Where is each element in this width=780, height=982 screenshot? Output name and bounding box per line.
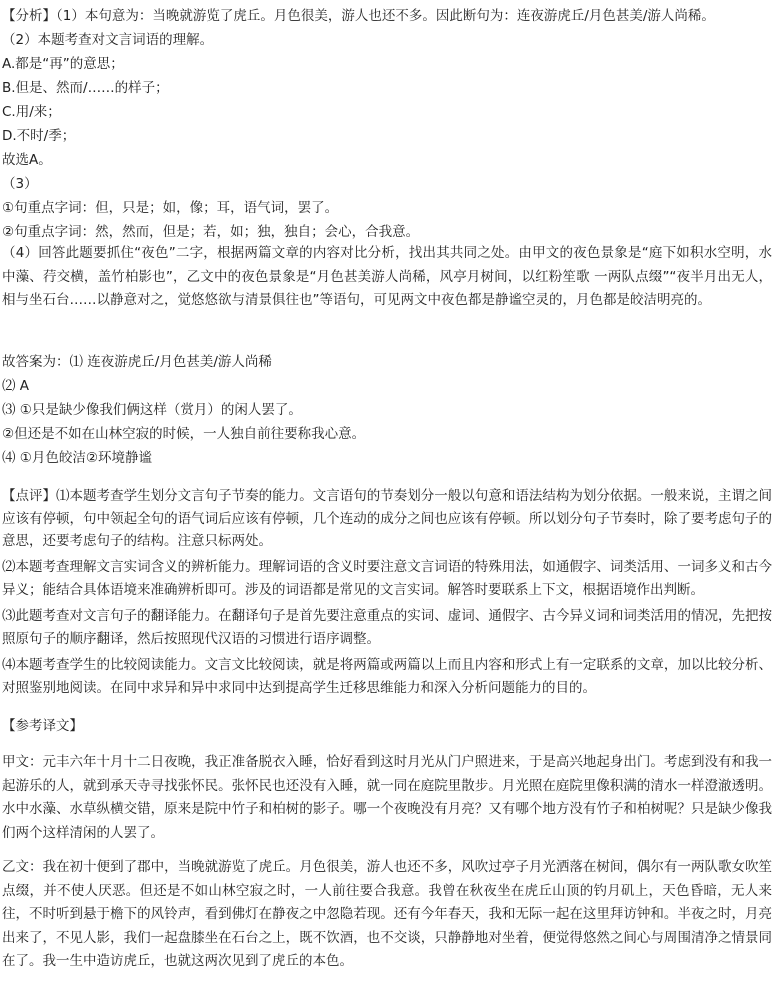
analysis-line-8: （3） (2, 176, 38, 192)
analysis-paragraph-4: （4）回答此题要抓住“夜色”二字，根据两篇文章的内容对比分析，找出其共同之处。由甲文的夜色景象是“庭下如积水空明，水中藻、荇交横，盖竹柏影也”，乙文中的夜色景象是“月色甚美游人尚稀，风亭月树间，以红粉笙歌 一两队点缀”“夜半月出无人，相与坐石台……以静意对之，觉悠悠欲与清景俱往也”等语句，可见两文中夜色都是静谧空灵的，月色都是皎洁明亮的。 (2, 245, 772, 308)
comment-paragraph-3: ⑶此题考查对文言句子的翻译能力。在翻译句子是首先要注意重点的实词、虚词、通假字、古今异义词和词类活用的情况，先把按照原句子的顺序翻译，然后按照现代汉语的习惯进行语序调整。 (2, 608, 772, 647)
translation-jia: 甲文：元丰六年十月十二日夜晚，我正准备脱衣入睡，恰好看到这时月光从门户照进来，于是高兴地起身出门。考虑到没有和我一起游乐的人，就到承天寺寻找张怀民。张怀民也还没有入睡，就一同在庭院里散步。月光照在庭院里像积满的清水一样澄澈透明。水中水藻、水草纵横交错，原来是院中竹子和柏树的影子。哪一个夜晚没有月亮？又有哪个地方没有竹子和柏树呢？只是缺少像我们两个这样清闲的人罢了。 (2, 754, 772, 841)
answer-line-2: ⑵ A (2, 378, 30, 394)
translation-heading: 【参考译文】 (2, 718, 83, 734)
comment-paragraph-2: ⑵本题考查理解文言实词含义的辨析能力。理解词语的含义时要注意文言词语的特殊用法，如通假字、词类活用、一词多义和古今异义；能结合具体语境来准确辨析即可。涉及的词语都是常见的文言实词。解答时要联系上下文，根据语境作出判断。 (2, 559, 772, 598)
analysis-line-5: C.用/来； (2, 104, 61, 120)
analysis-line-6: D.不时/季； (2, 128, 76, 144)
answer-line-3: ⑶ ①只是缺少像我们俩这样（赏月）的闲人罢了。 (2, 402, 302, 418)
analysis-line-1: 【分析】（1）本句意为：当晚就游览了虎丘。月色很美，游人也还不多。因此断句为：连夜游虎丘/月色甚美/游人尚稀。 (2, 8, 715, 24)
comment-paragraph-1: 【点评】⑴本题考查学生划分文言句子节奏的能力。文言语句的节奏划分一般以句意和语法结构为划分依据。一般来说，主谓之间应该有停顿，句中领起全句的语气词后应该有停顿，几个连动的成分之间也应该有停顿。所以划分句子节奏时，除了要考虑句子的意思，还要考虑句子的结构。注意只标两处。 (2, 488, 772, 549)
comment-paragraph-4: ⑷本题考查学生的比较阅读能力。文言文比较阅读，就是将两篇或两篇以上而且内容和形式上有一定联系的文章，加以比较分析、对照鉴别地阅读。在同中求异和异中求同中达到提高学生迁移思维能力和深入分析问题能力的目的。 (2, 657, 772, 696)
translation-yi: 乙文：我在初十便到了郡中，当晚就游览了虎丘。月色很美，游人也还不多，风吹过亭子月光洒落在树间，偶尔有一两队歌女吹笙点缀，并不使人厌恶。但还是不如山林空寂之时，一人前往要合我意。我曾在秋夜坐在虎丘山顶的钓月矶上，天色昏暗，无人来往，不时听到悬于檐下的风铃声，看到佛灯在静夜之中忽隐若现。还有今年春天，我和无际一起在这里拜访钟和。半夜之时，月亮出来了，不见人影，我们一起盘膝坐在石台之上，既不饮酒，也不交谈，只静静地对坐着，便觉得悠然之间心与周围清净之情景同在了。我一生中造访虎丘，也就这两次见到了虎丘的本色。 (2, 859, 772, 969)
analysis-line-3: A.都是“再”的意思； (2, 56, 124, 72)
analysis-line-9: ①句重点字词：但，只是；如，像；耳，语气词，罢了。 (2, 200, 339, 216)
answer-line-5: ⑷ ①月色皎洁②环境静谧 (2, 450, 152, 466)
analysis-line-2: （2）本题考查对文言词语的理解。 (2, 32, 214, 48)
answer-line-1: 故答案为：⑴ 连夜游虎丘/月色甚美/游人尚稀 (2, 354, 272, 370)
analysis-line-7: 故选A。 (2, 152, 52, 168)
answer-line-4: ②但还是不如在山林空寂的时候，一人独自前往要称我心意。 (2, 426, 366, 442)
analysis-line-10: ②句重点字词：然，然而，但是；若，如；独，独自；会心，合我意。 (2, 224, 420, 240)
analysis-line-4: B.但是、然而/……的样子； (2, 80, 169, 96)
